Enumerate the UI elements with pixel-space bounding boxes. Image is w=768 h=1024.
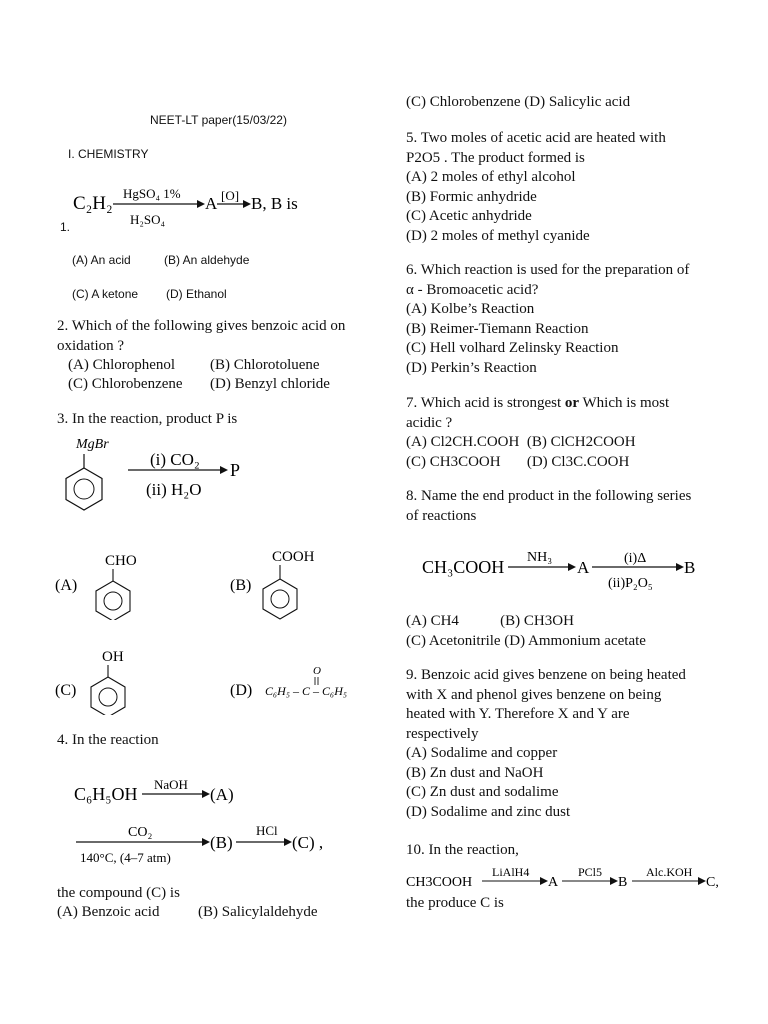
q2-question-line-1: 2. Which of the following gives benzoic acid on xyxy=(57,318,346,334)
q9-option-d: (D) Sodalime and zinc dust xyxy=(406,803,571,820)
q9-line-3: heated with Y. Therefore X and Y are xyxy=(406,706,630,722)
q10-question: 10. In the reaction, xyxy=(406,842,519,858)
q6-option-c: (C) Hell volhard Zelinsky Reaction xyxy=(406,340,619,356)
q9-line-4: respectively xyxy=(406,725,479,742)
q4-question: 4. In the reaction xyxy=(57,732,159,748)
q3-step-2: (ii) H₂O xyxy=(146,480,202,499)
q10-product-a: A xyxy=(548,875,559,890)
q2-question-line-2: oxidation ? xyxy=(57,338,125,354)
q4-compound-line: the compound (C) is xyxy=(57,885,180,901)
q2-option-d: (D) Benzyl chloride xyxy=(210,376,330,392)
q3-option-d-oxygen: O xyxy=(313,665,321,677)
q6-line-2: α - Bromoacetic acid? xyxy=(406,281,539,298)
q1-option-d: (D) Ethanol xyxy=(166,287,227,301)
q4-option-b: (B) Salicylaldehyde xyxy=(198,904,318,920)
q3-step-1: (i) CO₂ xyxy=(150,450,200,469)
q1-option-a: (A) An acid xyxy=(72,253,131,267)
q4-product-b: (B) xyxy=(210,833,233,852)
q4-reaction-line-2 xyxy=(70,818,340,870)
q7-options-row-1: (A) Cl2CH.COOH (B) ClCH2COOH xyxy=(406,434,636,450)
q3-option-c-group: OH xyxy=(102,649,124,665)
q3-benzene-ring xyxy=(66,468,102,510)
q3-option-b-ring xyxy=(263,579,297,619)
q1-option-b: (B) An aldehyde xyxy=(164,253,250,267)
q3-option-d-label: (D) xyxy=(230,682,253,699)
q9-block xyxy=(406,666,686,822)
q3-option-d-formula: C₆H₅ – C – C₆H₅ xyxy=(265,684,348,698)
q10-tail: the produce C is xyxy=(406,895,504,911)
q8-block xyxy=(406,487,691,526)
q1-option-c: (C) A ketone xyxy=(72,287,139,301)
q7-options-row-2: (C) CH3COOH (D) Cl3C.COOH xyxy=(406,453,630,470)
q1-reagent-bottom: H₂SO₄ xyxy=(130,212,166,227)
q6-line-1: 6. Which reaction is used for the preparation of xyxy=(406,262,690,278)
q4-product-a: (A) xyxy=(210,785,234,804)
q8-step-1: (i)Δ xyxy=(624,551,647,566)
q5-option-b: (B) Formic anhydride xyxy=(406,188,537,205)
q3-option-b-group: COOH xyxy=(272,549,315,565)
q8-options xyxy=(406,612,646,651)
q3-options-cd xyxy=(50,643,380,715)
q3-options-ab xyxy=(50,545,350,620)
section-heading: I. CHEMISTRY xyxy=(68,147,149,161)
q4-reagent-3: HCl xyxy=(256,823,278,838)
q8-line-2: of reactions xyxy=(406,507,477,524)
q7-line-1 xyxy=(406,394,669,414)
q3-option-c-label: (C) xyxy=(55,682,77,699)
q10-product-c: C, xyxy=(706,875,719,890)
q1-arrowhead-1 xyxy=(197,200,205,208)
q3-option-b-label: (B) xyxy=(230,577,252,594)
q10-reaction xyxy=(406,860,736,894)
q5-block xyxy=(406,129,666,246)
q4-option-a: (A) Benzoic acid xyxy=(57,904,160,920)
q7-line-1-emphasis: or xyxy=(564,395,580,411)
q3-arrowhead xyxy=(220,466,228,474)
q5-option-c: (C) Acetic anhydride xyxy=(406,208,532,224)
q6-block xyxy=(406,261,689,378)
q5-option-a: (A) 2 moles of ethyl alcohol xyxy=(406,169,576,185)
q5-line-1: 5. Two moles of acetic acid are heated with xyxy=(406,130,666,146)
q3-option-c-ring xyxy=(91,677,125,715)
q5-line-2: P2O5 . The product formed is xyxy=(406,149,585,166)
q1-reaction xyxy=(55,178,315,238)
q2-option-b: (B) Chlorotoluene xyxy=(210,357,320,373)
q3-option-a-label: (A) xyxy=(55,577,78,594)
q4-carry-options: (C) Chlorobenzene (D) Salicylic acid xyxy=(406,94,631,110)
q9-option-c: (C) Zn dust and sodalime xyxy=(406,784,559,800)
q3-product: P xyxy=(230,460,241,480)
q2-option-c: (C) Chlorobenzene xyxy=(68,376,183,392)
q6-option-d: (D) Perkin’s Reaction xyxy=(406,359,537,376)
q8-step-2: (ii)P₂O₅ xyxy=(608,576,653,591)
q9-option-b: (B) Zn dust and NaOH xyxy=(406,764,544,781)
q8-line-1: 8. Name the end product in the following series xyxy=(406,488,692,504)
q8-reactant: CH₃COOH xyxy=(422,557,505,577)
q6-option-a: (A) Kolbe’s Reaction xyxy=(406,301,535,317)
q8-product-a: A xyxy=(577,558,590,577)
q9-line-1: 9. Benzoic acid gives benzene on being heated xyxy=(406,667,686,683)
q4-reaction-line-1 xyxy=(70,772,320,808)
q3-reaction xyxy=(50,432,260,522)
q7-line-2: acidic ? xyxy=(406,414,453,431)
q2-option-a: (A) Chlorophenol xyxy=(68,357,176,373)
q3-question: 3. In the reaction, product P is xyxy=(57,411,238,427)
q10-reagent-2: PCl5 xyxy=(578,865,603,879)
q9-line-2: with X and phenol gives benzene on being xyxy=(406,686,662,703)
q8-options-row-1: (A) CH4 (B) CH3OH xyxy=(406,613,574,629)
q1-tail: B, B is xyxy=(251,194,298,213)
q5-option-d: (D) 2 moles of methyl cyanide xyxy=(406,227,590,244)
q4-reactant: C₆H₅OH xyxy=(74,784,138,804)
q4-product-c: (C) , xyxy=(292,833,324,852)
q7-line-1-end: Which is most xyxy=(579,395,670,411)
q8-options-row-2: (C) Acetonitrile (D) Ammonium acetate xyxy=(406,632,646,649)
q10-reagent-1: LiAlH4 xyxy=(492,865,530,879)
q4-conditions: 140°C, (4–7 atm) xyxy=(80,850,171,865)
q10-reagent-3: Alc.KOH xyxy=(646,865,693,879)
q7-block xyxy=(406,394,669,472)
q8-product-b: B xyxy=(684,558,696,577)
q1-reactant: C₂H₂ xyxy=(73,193,113,214)
q10-product-b: B xyxy=(618,875,628,890)
q1-reagent-top: HgSO₄ 1% xyxy=(123,186,181,201)
q1-product-a: A xyxy=(205,194,218,213)
q1-oxidant: [O] xyxy=(221,188,240,203)
q8-reagent-1: NH₃ xyxy=(527,550,553,565)
q4-reagent-1: NaOH xyxy=(154,777,188,792)
q3-option-a-group: CHO xyxy=(105,553,137,569)
q6-option-b: (B) Reimer-Tiemann Reaction xyxy=(406,320,589,337)
q4-reagent-2: CO₂ xyxy=(128,825,153,840)
q8-reaction xyxy=(420,545,720,595)
q1-arrowhead-2 xyxy=(243,200,251,208)
q10-reactant: CH3COOH xyxy=(406,875,473,890)
q3-option-a-ring xyxy=(96,581,130,620)
q9-option-a: (A) Sodalime and copper xyxy=(406,745,558,761)
q1-number: 1. xyxy=(60,220,71,234)
q3-substituent: MgBr xyxy=(76,437,109,452)
q7-line-1-start: 7. Which acid is strongest xyxy=(406,395,565,411)
paper-title: NEET-LT paper(15/03/22) xyxy=(150,113,287,127)
